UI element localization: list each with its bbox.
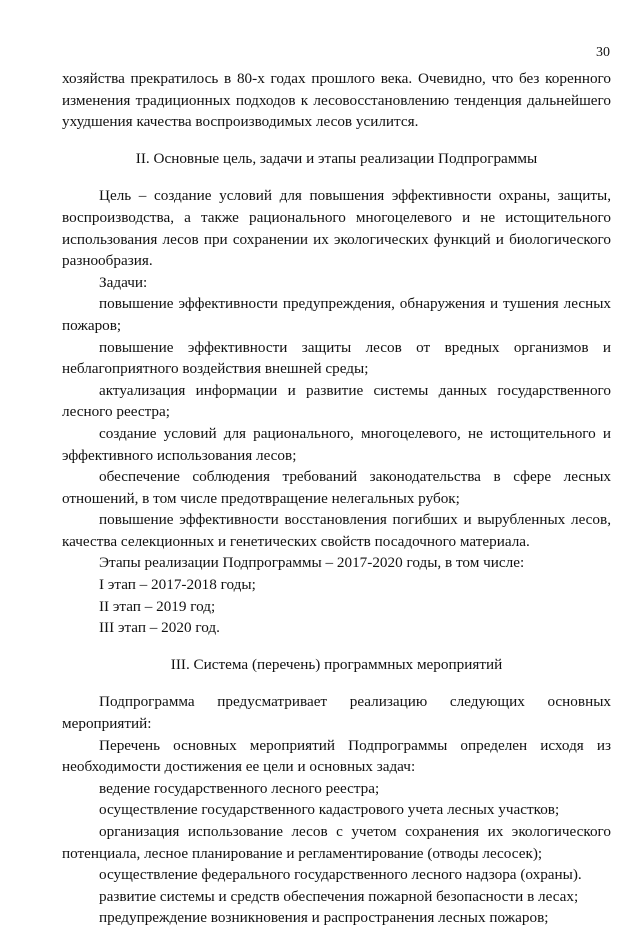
task-item: повышение эффективности защиты лесов от вредных организмов и неблагоприятного воздействия внешней среды; bbox=[62, 338, 611, 378]
intro-paragraph: хозяйства прекратилось в 80-х годах прошлого века. Очевидно, что без коренного изменения традиционных подходов к лесовосстановлению тенденция дальнейшего ухудшения качества воспроизводимых лесов усилится. bbox=[62, 70, 611, 131]
page-number: 30 bbox=[596, 45, 610, 60]
document-body bbox=[62, 68, 611, 929]
task-item: обеспечение соблюдения требований законодательства в сфере лесных отношений, в том числе предотвращение нелегальных рубок; bbox=[62, 468, 611, 507]
task-item: повышение эффективности предупреждения, обнаружения и тушения лесных пожаров; bbox=[62, 295, 611, 334]
stage-item: II этап – 2019 год; bbox=[99, 597, 216, 615]
goal-paragraph: Цель – создание условий для повышения эффективности охраны, защиты, воспроизводства, а также рационального многоцелевого и не истощительного использования лесов при сохранении их экологических функций и биологического разнообразия. bbox=[62, 187, 611, 270]
measures-intro: Перечень основных мероприятий Подпрограммы определен исходя из необходимости достижения ее цели и основных задач: bbox=[62, 736, 611, 776]
measure-item: осуществление государственного кадастрового учета лесных участков; bbox=[99, 801, 560, 819]
section-3-intro: Подпрограмма предусматривает реализацию следующих основных мероприятий: bbox=[62, 693, 611, 733]
measure-item: развитие системы и средств обеспечения пожарной безопасности в лесах; bbox=[99, 887, 579, 905]
stage-item: I этап – 2017-2018 годы; bbox=[99, 576, 256, 594]
task-item: актуализация информации и развитие системы данных государственного лесного реестра; bbox=[62, 381, 611, 421]
task-item: создание условий для рационального, многоцелевого, не истощительного и эффективного использования лесов; bbox=[62, 424, 611, 464]
measure-item: осуществление федерального государственного лесного надзора (охраны). bbox=[99, 866, 582, 884]
measure-item: организация использование лесов с учетом сохранения их экологического потенциала, лесное планирование и регламентирование (отводы лесосек); bbox=[62, 823, 611, 862]
stage-item: III этап – 2020 год. bbox=[99, 619, 220, 637]
tasks-label: Задачи: bbox=[99, 273, 148, 291]
section-3-heading: III. Система (перечень) программных мероприятий bbox=[170, 655, 503, 673]
measure-item: ведение государственного лесного реестра; bbox=[99, 779, 380, 797]
stages-intro: Этапы реализации Подпрограммы – 2017-2020 годы, в том числе: bbox=[99, 554, 525, 572]
section-2-heading: II. Основные цель, задачи и этапы реализации Подпрограммы bbox=[135, 149, 538, 167]
task-item: повышение эффективности восстановления погибших и вырубленных лесов, качества селекционных и генетических свойств посадочного материала. bbox=[62, 511, 611, 550]
measure-item: предупреждение возникновения и распространения лесных пожаров; bbox=[99, 909, 549, 927]
